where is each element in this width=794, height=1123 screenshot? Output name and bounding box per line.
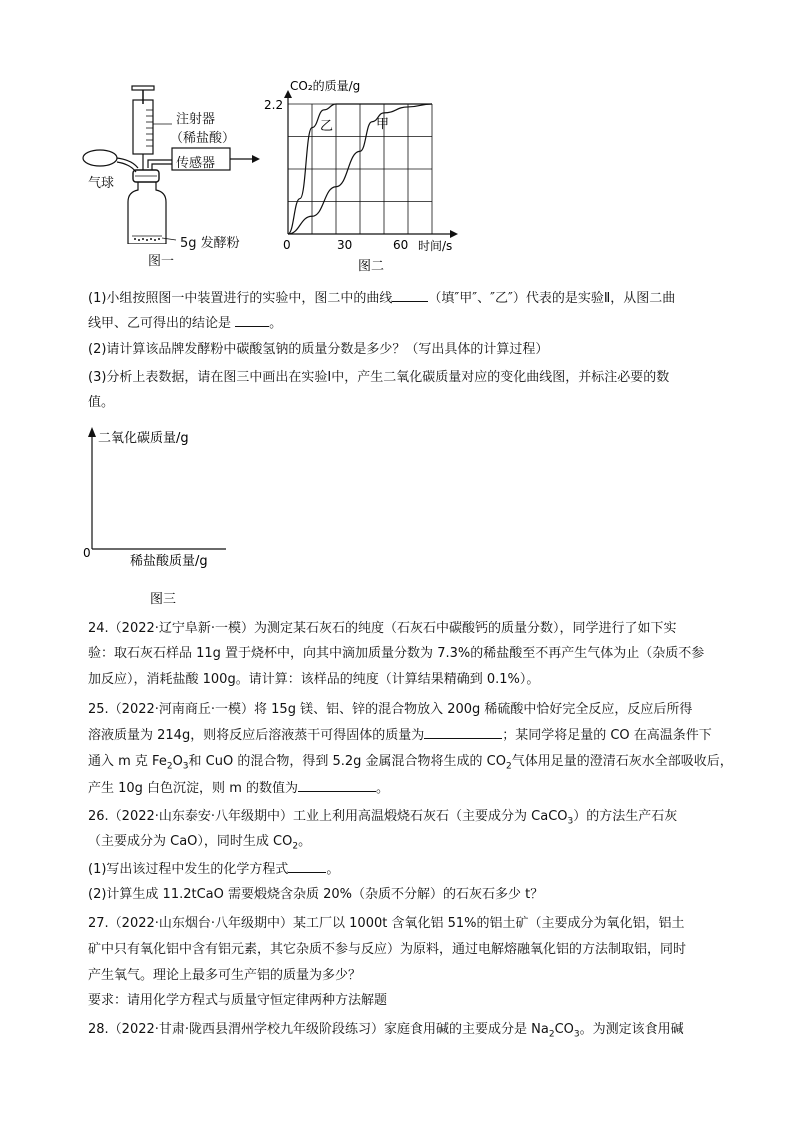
p26-line2: （主要成分为 CaO），同时生成 $CO_2$。 — [88, 834, 312, 852]
curve-label-yi: 乙 — [320, 119, 334, 134]
balloon-label: 气球 — [88, 176, 115, 191]
fig2-xtick-60: 60 — [393, 238, 409, 252]
fig3-origin: 0 — [83, 546, 91, 560]
p27-line2: 矿中只有氧化铝中含有铝元素，其它杂质不参与反应）为原料，通过电解熔融氧化铝的方法制取铝，同时 — [88, 942, 687, 957]
figure1-apparatus — [80, 84, 270, 244]
fig3-xlabel: 稀盐酸质量/g — [130, 554, 208, 569]
p24-line1: 24.（2022·辽宁阜新·一模）为测定某石灰石的纯度（石灰石中碳酸钙的质量分数），同学进行了如下实 — [88, 621, 677, 636]
fig2-ytick-2.2: 2.2 — [264, 98, 284, 112]
p27-line1: 27.（2022·山东烟台·八年级期中）某工厂以 1000t 含氧化铝 51%的铝土矿（主要成分为氧化铝，铝土 — [88, 916, 685, 931]
q1-blank2[interactable] — [235, 312, 269, 327]
p25-line4: 产生 10g 白色沉淀，则 m 的数值为 。 — [88, 777, 389, 800]
p26-line1: 26.（2022·山东泰安·八年级期中）工业上利用高温煅烧石灰石（主要成分为 CaCO$_3$）的方法生产石灰 — [88, 809, 678, 827]
p26-q2: (2)计算生成 11.2tCaO 需要煅烧含杂质 20%（杂质不分解）的石灰石多少 t？ — [88, 887, 544, 902]
p25-line2: 溶液质量为 214g，则将反应后溶液蒸干可得固体的质量为 ；某同学将足量的 CO 在高温条件下 — [88, 724, 712, 747]
q3-line2: 值。 — [88, 395, 115, 410]
p27-line3: 产生氧气。理论上最多可生产铝的质量为多少？ — [88, 968, 362, 983]
curve-label-jia: 甲 — [376, 117, 390, 132]
fig2-caption: 图二 — [358, 259, 385, 274]
balloon — [83, 150, 117, 166]
figure1-caption: 图一 — [148, 254, 175, 269]
fig2-xtick-30: 30 — [337, 238, 353, 252]
p24-line2: 验：取石灰石样品 11g 置于烧杯中，向其中滴加质量分数为 7.3%的稀盐酸至不再产生气体为止（杂质不参 — [88, 646, 705, 661]
p25-line1: 25.（2022·河南商丘·一模）将 15g 镁、铝、锌的混合物放入 200g 稀硫酸中恰好完全反应，反应后所得 — [88, 702, 693, 717]
fig3-ylabel: 二氧化碳质量/g — [98, 431, 189, 446]
syringe-label: 注射器 — [176, 112, 216, 127]
syringe-plunger-head — [132, 86, 154, 90]
p28-line1: 28.（2022·甘肃·陇西县渭州学校九年级阶段练习）家庭食用碱的主要成分是 $Na_2CO_3$。为测定该食用碱 — [88, 1022, 684, 1040]
p25-line3: 通入 m 克 $Fe_2O_3$和 CuO 的混合物，得到 5.2g 金属混合物将生成的 $CO_2$气体用足量的澄清石灰水全部吸收后， — [88, 754, 733, 772]
figure2-chart — [258, 76, 478, 276]
q1-blank1[interactable] — [392, 287, 428, 302]
powder-label: 5g 发酵粉 — [180, 236, 240, 251]
q2-line: (2)请计算该品牌发酵粉中碳酸氢钠的质量分数是多少？（写出具体的计算过程） — [88, 342, 549, 357]
p27-requirement: 要求：请用化学方程式与质量守恒定律两种方法解题 — [88, 993, 388, 1008]
p24-line3: 加反应），消耗盐酸 100g。请计算：该样品的纯度（计算结果精确到 0.1%）。 — [88, 672, 540, 687]
fig2-ylabel: CO₂的质量/g — [290, 79, 361, 93]
q3-line1: (3)分析上表数据，请在图三中画出在实验Ⅰ中，产生二氧化碳质量对应的变化曲线图，并标注必要的数 — [88, 370, 670, 385]
fig3-caption: 图三 — [150, 592, 177, 607]
q1-line1: (1)小组按照图一中装置进行的实验中，图二中的曲线 （填″甲″、″乙″）代表的是实验Ⅱ，从图二曲 — [88, 287, 675, 310]
fig2-grid — [288, 104, 432, 234]
q1-line2: 线甲、乙可得出的结论是 。 — [88, 312, 282, 335]
p26-q1: (1)写出该过程中发生的化学方程式 。 — [88, 858, 339, 881]
figure3-axes — [80, 425, 250, 610]
p25-blank2[interactable] — [298, 777, 376, 792]
fig2-xtick-0: 0 — [283, 238, 291, 252]
sensor-label: 传感器 — [176, 156, 216, 171]
acid-label: （稀盐酸） — [170, 131, 236, 146]
fig2-xlabel: 时间/s — [418, 239, 453, 253]
bottle — [128, 182, 166, 244]
p25-blank1[interactable] — [424, 724, 502, 739]
p26-blank1[interactable] — [288, 858, 326, 873]
